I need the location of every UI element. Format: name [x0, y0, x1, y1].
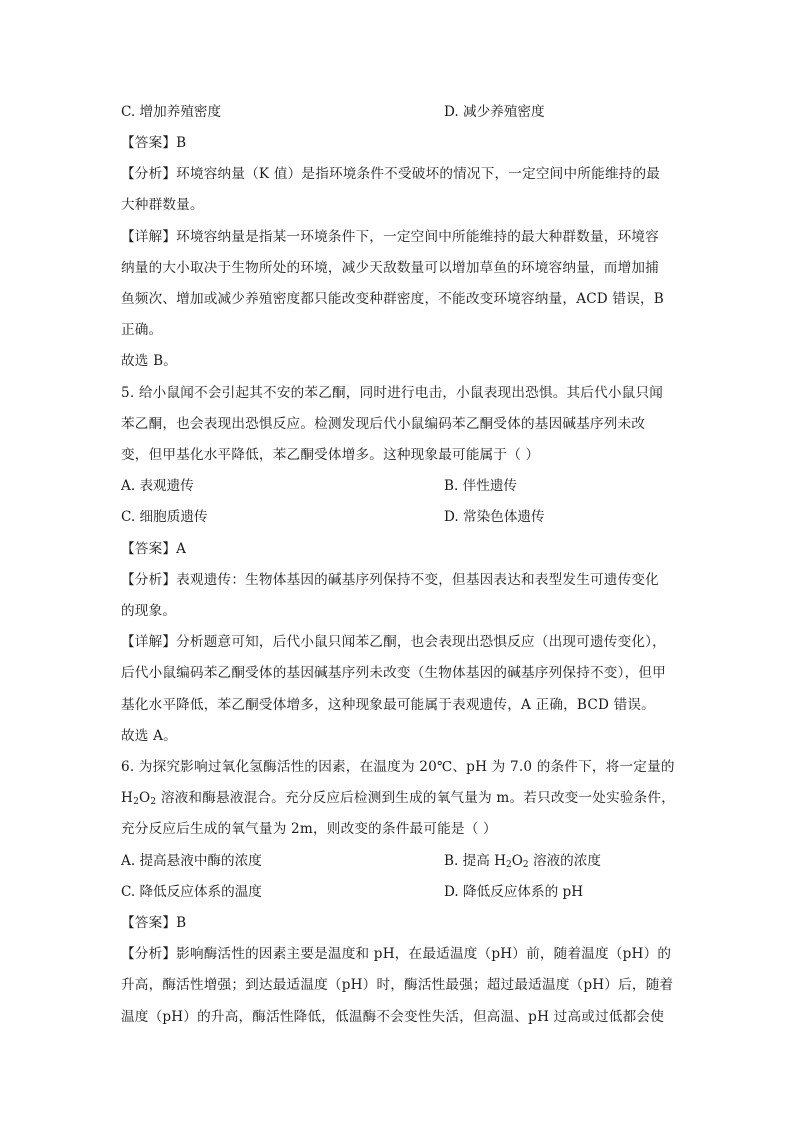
q6-option-b-post: 溶液的浓度: [528, 853, 601, 869]
q6-option-b-sub-1: 2: [506, 860, 512, 870]
q6-analysis-line-2: 升高，酶活性增强；到达最适温度（pH）时，酶活性最强；超过最适温度（pH）后，随着: [121, 977, 674, 993]
q5-option-d: D. 常染色体遗传: [444, 509, 545, 525]
q5-option-c: C. 细胞质遗传: [121, 509, 208, 525]
q5-stem-line-3: 变，但甲基化水平降低，苯乙酮受体增多。这种现象最可能属于（ ）: [121, 447, 540, 463]
q6-stem-line-3: 充分反应后生成的氧气量为 2m，则改变的条件最可能是（ ）: [121, 821, 497, 837]
q4-detail-line-1: 【详解】环境容纳量是指某一环境条件下，一定空间中所能维持的最大种群数量，环境容: [121, 229, 659, 245]
q6-o: O: [139, 790, 151, 806]
q5-detail-line-3: 基化水平降低，苯乙酮受体增多，这种现象最可能属于表观遗传，A 正确，BCD 错误。: [121, 697, 655, 713]
q6-option-b-sub-2: 2: [522, 860, 529, 870]
q6-option-c: C. 降低反应体系的温度: [121, 884, 262, 900]
q5-option-a: A. 表观遗传: [121, 478, 194, 494]
q5-detail-line-1: 【详解】分析题意可知，后代小鼠只闻苯乙酮，也会表现出恐惧反应（出现可遗传变化），: [121, 634, 666, 650]
q6-stem-line-1: 6. 为探究影响过氧化氢酶活性的因素，在温度为 20℃、pH 为 7.0 的条件下，将一定量的: [121, 759, 675, 775]
q5-stem-line-2: 苯乙酮，也会表现出恐惧反应。检测发现后代小鼠编码苯乙酮受体的基因碱基序列未改: [121, 416, 646, 432]
q5-option-b: B. 伴性遗传: [444, 478, 518, 494]
q6-option-b-pre: B. 提高 H: [444, 853, 506, 869]
q6-option-a: A. 提高悬液中酶的浓度: [121, 853, 262, 869]
q6-h: H: [121, 790, 134, 806]
q6-option-d: D. 降低反应体系的 pH: [444, 884, 584, 900]
q6-sub-1: 2: [133, 797, 139, 807]
q6-analysis-line-3: 温度（pH）的升高，酶活性降低，低温酶不会变性失活，但高温、pH 过高或过低都会使: [121, 1009, 665, 1025]
q4-option-c: C. 增加养殖密度: [121, 104, 222, 120]
q4-detail-line-4: 正确。: [121, 322, 163, 338]
q6-stem-line-2-rest: 溶液和酶悬液混合。充分反应后检测到生成的氧气量为 m。若只改变一处实验条件，: [156, 790, 676, 806]
q6-analysis-line-1: 【分析】影响酶活性的因素主要是温度和 pH，在最适温度（pH）前，随着温度（pH）的: [121, 946, 672, 962]
q6-stem-line-2: [121, 788, 681, 808]
q5-conclusion: 故选 A。: [121, 728, 177, 744]
q5-answer: 【答案】A: [121, 541, 187, 557]
q5-analysis-line-2: 的现象。: [121, 603, 177, 619]
q4-answer: 【答案】B: [121, 135, 187, 151]
q6-sub-2: 2: [150, 797, 157, 807]
q4-detail-line-3: 鱼频次、增加或减少养殖密度都只能改变种群密度，不能改变环境容纳量，ACD 错误，B: [121, 291, 664, 307]
q4-analysis-line-1: 【分析】环境容纳量（K 值）是指环境条件不受破坏的情况下，一定空间中所能维持的最: [121, 166, 661, 182]
q4-option-d: D. 减少养殖密度: [444, 104, 545, 120]
q5-analysis-line-1: 【分析】表观遗传：生物体基因的碱基序列保持不变，但基因表达和表型发生可遗传变化: [121, 572, 659, 588]
q4-conclusion: 故选 B。: [121, 353, 178, 369]
q4-analysis-line-2: 大种群数量。: [121, 197, 204, 213]
q4-detail-line-2: 纳量的大小取决于生物所处的环境，减少天敌数量可以增加草鱼的环境容纳量，而增加捕: [121, 260, 659, 276]
q6-answer: 【答案】B: [121, 915, 187, 931]
q5-detail-line-2: 后代小鼠编码苯乙酮受体的基因碱基序列未改变（生物体基因的碱基序列保持不变），但甲: [121, 665, 666, 681]
q5-stem-line-1: 5. 给小鼠闻不会引起其不安的苯乙酮，同时进行电击，小鼠表现出恐惧。其后代小鼠只闻: [121, 385, 664, 401]
q6-option-b-o: O: [511, 853, 523, 869]
q6-option-b: [444, 851, 601, 871]
